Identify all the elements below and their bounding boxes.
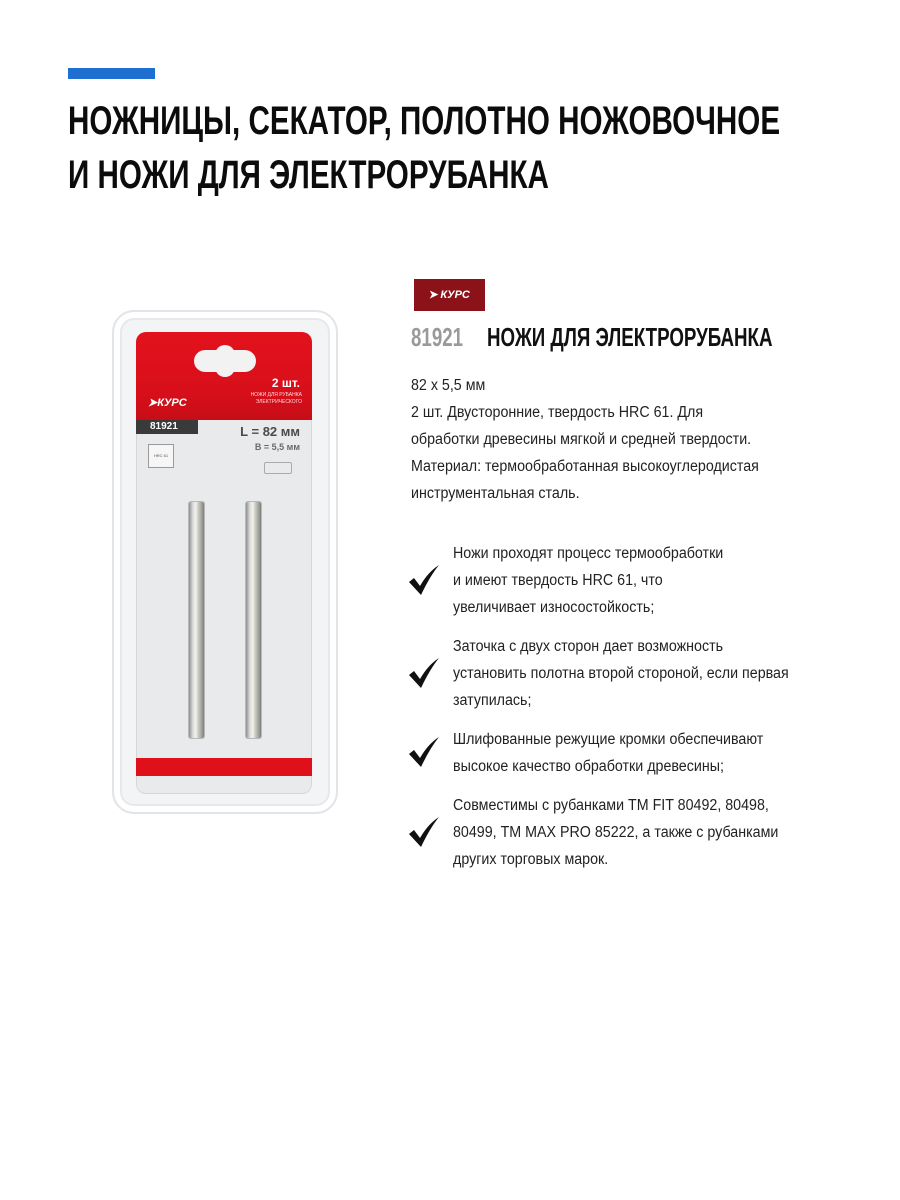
feature-list — [406, 540, 866, 885]
product-image — [112, 310, 334, 820]
feature-item — [406, 540, 866, 621]
feature-line: затупилась; — [453, 692, 532, 709]
package-red-footer — [136, 758, 312, 776]
package-width: B = 5,5 мм — [254, 442, 300, 452]
description-line: 2 шт. Двусторонние, твердость HRC 61. Для — [411, 404, 704, 421]
package-brand-logo: ➤КУРС — [148, 397, 187, 409]
feature-line: Шлифованные режущие кромки обеспечивают — [453, 731, 764, 748]
title-line-1: НОЖНИЦЫ, СЕКАТОР, ПОЛОТНО НОЖОВОЧНОЕ — [68, 99, 781, 143]
feature-line: установить полотна второй стороной, если первая — [453, 665, 789, 682]
feature-item — [406, 633, 866, 714]
description-line: инструментальная сталь. — [411, 485, 580, 502]
feature-line: Совместимы с рубанками ТМ FIT 80492, 80498, — [453, 797, 769, 814]
feature-line: увеличивает износостойкость; — [453, 599, 655, 616]
check-icon — [406, 562, 442, 598]
description-line: Материал: термообработанная высокоуглеродистая — [411, 458, 759, 475]
feature-line: Ножи проходят процесс термообработки — [453, 545, 724, 562]
page-title — [68, 94, 780, 202]
brand-arrow-icon: ➤ — [429, 289, 439, 301]
article-number: 81921 — [411, 322, 464, 352]
feature-line: и имеют твердость HRC 61, что — [453, 572, 663, 589]
planer-blade — [189, 502, 204, 738]
feature-line: 80499, ТМ MAX PRO 85222, а также с рубанками — [453, 824, 779, 841]
package-article: 81921 — [150, 421, 178, 432]
hang-hole — [194, 350, 256, 372]
feature-line: других торговых марок. — [453, 851, 609, 868]
description-line: 82 х 5,5 мм — [411, 377, 486, 394]
description-line: обработки древесины мягкой и средней твердости. — [411, 431, 752, 448]
check-icon — [406, 814, 442, 850]
planer-blade — [246, 502, 261, 738]
product-name: НОЖИ ДЛЯ ЭЛЕКТРОРУБАНКА — [487, 322, 773, 352]
feature-item — [406, 726, 866, 780]
feature-line: высокое качество обработки древесины; — [453, 758, 724, 775]
product-description — [411, 372, 759, 507]
package-card — [136, 332, 312, 794]
brand-arrow-icon: ➤ — [148, 397, 158, 409]
package-qty: 2 шт. — [271, 376, 300, 390]
check-icon — [406, 734, 442, 770]
blades-icon — [264, 462, 292, 474]
title-line-2: И НОЖИ ДЛЯ ЭЛЕКТРОРУБАНКА — [68, 153, 549, 197]
feature-item — [406, 792, 866, 873]
package-hrc-badge: HRC 61 — [148, 444, 174, 468]
feature-line: Заточка с двух сторон дает возможность — [453, 638, 724, 655]
check-icon — [406, 655, 442, 691]
package-length: L = 82 мм — [240, 424, 300, 439]
brand-logo: ➤ КУРС — [414, 279, 485, 311]
package-desc: НОЖИ ДЛЯ РУБАНКА ЭЛЕКТРИЧЕСКОГО — [250, 392, 302, 405]
accent-bar — [68, 68, 155, 79]
